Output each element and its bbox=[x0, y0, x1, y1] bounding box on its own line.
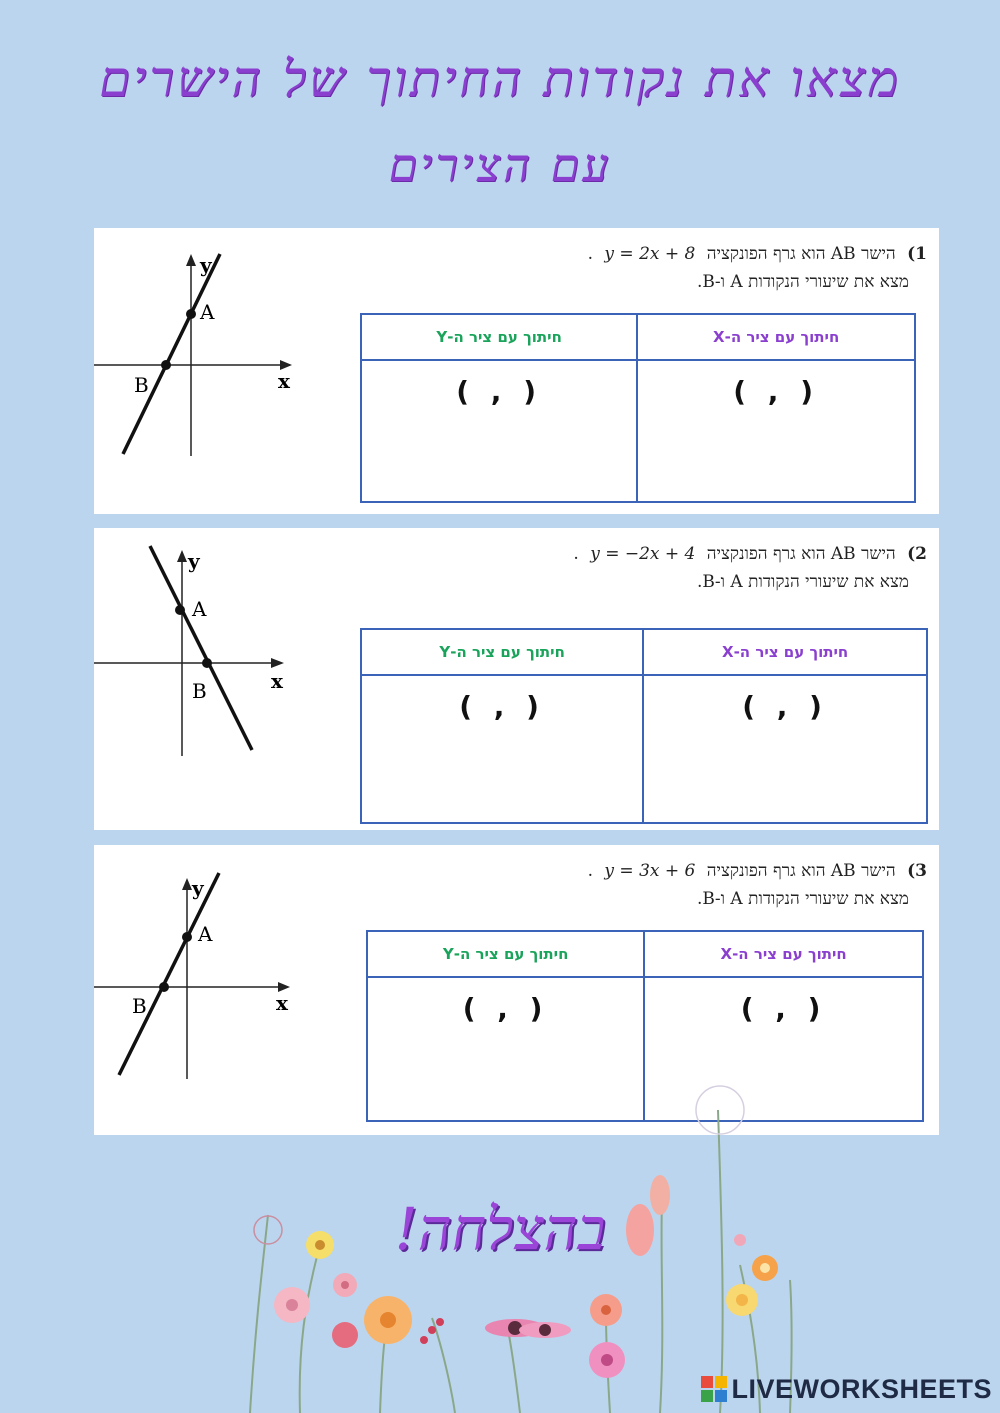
worksheet-title-line2: עם הצירים bbox=[388, 138, 612, 192]
question-number: 3) bbox=[907, 861, 927, 881]
y-axis-label: y bbox=[188, 549, 200, 573]
coneflower-2 bbox=[519, 1322, 571, 1338]
point-a-label: A bbox=[198, 922, 213, 946]
question-statement: הישר AB הוא גרף הפונקציה bbox=[706, 244, 896, 264]
header-y-axis: חיתוך עם ציר ה-Y bbox=[361, 314, 637, 360]
berry-cluster bbox=[420, 1318, 444, 1344]
liveworksheets-watermark[interactable] bbox=[701, 1374, 992, 1405]
header-x-axis: חיתוך עם ציר ה-X bbox=[644, 931, 923, 977]
header-x-axis: חיתוך עם ציר ה-X bbox=[637, 314, 915, 360]
question-end: . bbox=[587, 244, 594, 264]
question-equation: y = 2x + 8 bbox=[604, 244, 696, 264]
answer-x-placeholder: ( , ) bbox=[740, 992, 827, 1025]
peach-flower bbox=[590, 1294, 622, 1326]
liveworksheets-logo-icon bbox=[701, 1376, 727, 1402]
pink-flower bbox=[274, 1287, 310, 1323]
sun-flower bbox=[726, 1284, 758, 1316]
point-a-label: A bbox=[200, 300, 215, 324]
question-3-instruction: מצא את שיעורי הנקודות A ו-B. bbox=[697, 889, 909, 909]
red-bud bbox=[332, 1322, 358, 1348]
header-y-axis: חיתוך עם ציר ה-Y bbox=[367, 931, 644, 977]
header-x-axis: חיתוך עם ציר ה-X bbox=[643, 629, 927, 675]
question-number: 2) bbox=[907, 544, 927, 564]
question-statement: הישר AB הוא גרף הפונקציה bbox=[706, 861, 896, 881]
x-axis-label: x bbox=[278, 369, 290, 393]
point-a-label: A bbox=[192, 597, 207, 621]
y-axis-label: y bbox=[200, 253, 212, 277]
x-axis-label: x bbox=[271, 669, 283, 693]
point-b-label: B bbox=[192, 679, 207, 703]
brand-name: LIVEWORKSHEETS bbox=[731, 1374, 992, 1404]
header-y-axis: חיתוך עם ציר ה-Y bbox=[361, 629, 643, 675]
answer-x-placeholder: ( , ) bbox=[742, 690, 828, 723]
good-luck-text: בהצלחה! bbox=[394, 1195, 606, 1263]
question-equation: y = −2x + 4 bbox=[590, 544, 696, 564]
magenta-flower bbox=[589, 1342, 625, 1378]
worksheet-title-line1: מצאו את נקודות החיתוך של הישרים bbox=[99, 50, 901, 108]
point-b-label: B bbox=[134, 373, 149, 397]
question-2-instruction: מצא את שיעורי הנקודות A ו-B. bbox=[697, 572, 909, 592]
question-end: . bbox=[587, 861, 594, 881]
point-b-label: B bbox=[132, 994, 147, 1018]
question-1-instruction: מצא את שיעורי הנקודות A ו-B. bbox=[697, 272, 909, 292]
answer-x-placeholder: ( , ) bbox=[733, 375, 819, 408]
yellow-flower bbox=[306, 1231, 334, 1259]
pink-flower-small bbox=[333, 1273, 357, 1297]
x-axis-label: x bbox=[276, 991, 288, 1015]
question-end: . bbox=[573, 544, 579, 564]
y-axis-label: y bbox=[192, 876, 204, 900]
question-number: 1) bbox=[907, 244, 927, 264]
answer-y-placeholder: ( , ) bbox=[456, 375, 542, 408]
answer-y-placeholder: ( , ) bbox=[462, 992, 549, 1025]
small-bud bbox=[734, 1234, 746, 1246]
question-statement: הישר AB הוא גרף הפונקציה bbox=[706, 544, 896, 564]
orange-flower bbox=[364, 1296, 412, 1344]
umbel-flower bbox=[696, 1086, 744, 1134]
question-equation: y = 3x + 6 bbox=[604, 861, 696, 881]
answer-y-placeholder: ( , ) bbox=[459, 690, 545, 723]
orange-flower-small bbox=[752, 1255, 778, 1281]
